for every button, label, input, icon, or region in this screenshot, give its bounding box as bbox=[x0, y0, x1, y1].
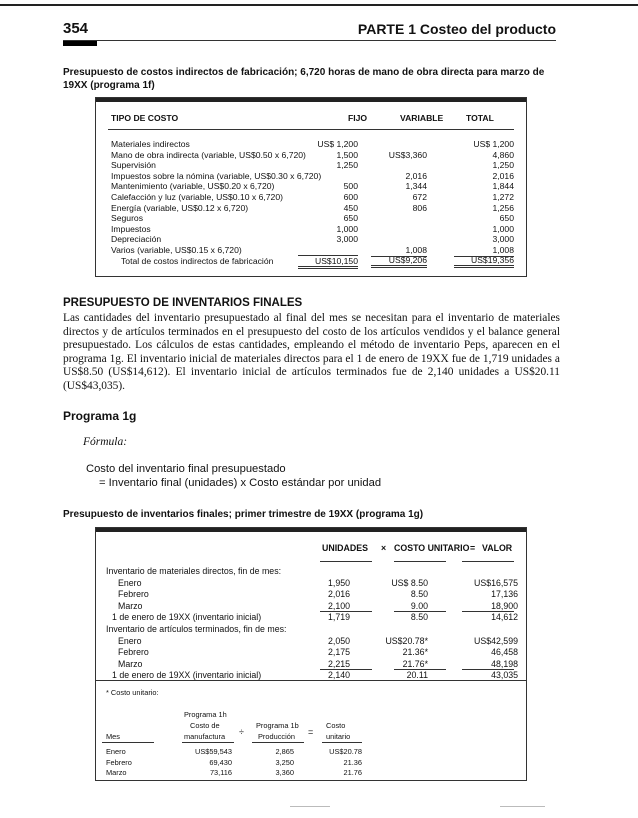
inventory-value: 17,136 bbox=[491, 589, 518, 600]
sub-underline bbox=[102, 742, 154, 743]
total-value: 650 bbox=[499, 213, 514, 224]
scan-artifact bbox=[290, 806, 330, 807]
sub-month: Enero bbox=[106, 747, 126, 756]
units-value: 2,016 bbox=[327, 589, 350, 600]
units-value: 1,719 bbox=[327, 612, 350, 623]
equals-operator: = bbox=[308, 727, 314, 737]
col-cost-line2: manufactura bbox=[184, 732, 226, 741]
total-value: 1,000 bbox=[492, 223, 514, 234]
inventory-value: US$16,575 bbox=[473, 577, 518, 588]
overhead-budget-table bbox=[95, 97, 527, 277]
program-1h-label: Programa 1h bbox=[184, 710, 227, 719]
subtotal-underline bbox=[320, 669, 372, 670]
sub-manufacturing-cost: 69,430 bbox=[209, 757, 232, 767]
overhead-budget-title: Presupuesto de costos indirectos de fabricación; 6,720 horas de mano de obra directa para marzo de 19XX (programa 1f) bbox=[63, 67, 545, 91]
sub-underline bbox=[182, 742, 234, 743]
subtotal-underline bbox=[462, 611, 514, 612]
col-header-cost-type: TIPO DE COSTO bbox=[111, 113, 179, 123]
inventory-value: 18,900 bbox=[491, 600, 518, 611]
finished-group-label: Inventario de artículos terminados, fin de mes: bbox=[106, 624, 287, 634]
total-value: 1,008 bbox=[454, 245, 514, 257]
fixed-value: US$ 1,200 bbox=[317, 139, 358, 149]
table-top-bar bbox=[96, 98, 526, 102]
fixed-value: 650 bbox=[343, 213, 358, 224]
col-header-total: TOTAL bbox=[466, 113, 494, 123]
inventory-row-label: Marzo bbox=[118, 658, 143, 669]
table-header-row bbox=[96, 113, 526, 124]
cost-type-label: Mantenimiento (variable, US$0.20 x 6,720) bbox=[111, 181, 275, 192]
sub-underline bbox=[252, 742, 304, 743]
units-underline bbox=[320, 561, 372, 562]
unit-cost-value: 9.00 bbox=[410, 600, 428, 611]
running-header-title: PARTE 1 Costeo del producto bbox=[357, 21, 556, 37]
units-value: 2,215 bbox=[327, 658, 350, 669]
inventory-value: 43,035 bbox=[491, 670, 518, 681]
total-value: 1,250 bbox=[492, 160, 514, 171]
scan-artifact bbox=[500, 806, 545, 807]
inventory-row-label: 1 de enero de 19XX (inventario inicial) bbox=[112, 670, 262, 681]
col-prod-line1: Programa 1b bbox=[256, 721, 299, 730]
footnote-label: * Costo unitario: bbox=[106, 688, 159, 697]
inventory-row-label: Febrero bbox=[118, 589, 149, 600]
cost-type-label: Depreciación bbox=[111, 234, 162, 245]
ending-inventory-table bbox=[95, 527, 527, 781]
inventory-row-label: Marzo bbox=[118, 600, 143, 611]
cost-type-label: Energía (variable, US$0.12 x 6,720) bbox=[111, 202, 249, 213]
variable-value: 2,016 bbox=[405, 170, 427, 181]
total-fixed: US$10,150 bbox=[298, 255, 358, 270]
cost-type-label: Seguros bbox=[111, 213, 144, 224]
fixed-value: 1,250 bbox=[336, 160, 358, 171]
inventory-row-label: Febrero bbox=[118, 647, 149, 658]
col-header-unit-cost: COSTO UNITARIO bbox=[394, 543, 470, 553]
total-value: US$ 1,200 bbox=[473, 139, 514, 149]
unit-cost-value: 8.50 bbox=[410, 612, 428, 623]
fixed-value: 450 bbox=[343, 202, 358, 213]
sub-month: Marzo bbox=[106, 768, 127, 777]
col-header-value: VALOR bbox=[482, 543, 513, 553]
sub-production: 2,865 bbox=[275, 747, 294, 756]
page-number: 354 bbox=[63, 20, 89, 37]
fixed-value: 1,500 bbox=[336, 149, 358, 160]
divide-operator: ÷ bbox=[239, 727, 244, 737]
inventory-row-label: 1 de enero de 19XX (inventario inicial) bbox=[112, 612, 262, 623]
inventory-value: 14,612 bbox=[491, 612, 518, 623]
total-value: 4,860 bbox=[492, 149, 514, 160]
total-row-label: Total de costos indirectos de fabricación bbox=[121, 255, 274, 266]
sub-manufacturing-cost: 73,116 bbox=[209, 768, 232, 777]
variable-value: 672 bbox=[412, 192, 427, 202]
total-variable: US$9,206 bbox=[371, 255, 427, 269]
total-value: 1,256 bbox=[492, 202, 514, 213]
units-value: 2,100 bbox=[327, 600, 350, 611]
body-paragraph: Las cantidades del inventario presupuestado al final del mes se necesitan para el inventario de materiales directos y de artículos terminados en el presupuesto del costo de los artículos vendidos y el balance general presupuestado. Los cálculos de estas cantidades, empleando el método de inventario Peps, aparecen en el programa 1g. El inventario inicial de materiales directos para el 1 de enero de 19XX fue de 1,719 unidades a US$8.50 (US$14,612). El inventario inicial de artículos terminados fue de 2,140 unidades a US$20.11 (US$43,035). bbox=[63, 312, 560, 392]
sub-underline bbox=[322, 742, 362, 743]
cost-type-label: Impuestos sobre la nómina (variable, US$0.30 x 6,720) bbox=[111, 170, 322, 181]
cost-type-label: Materiales indirectos bbox=[111, 139, 190, 149]
top-border-line bbox=[0, 4, 638, 6]
unit-cost-value: US$20.78* bbox=[385, 635, 428, 646]
col-unit-line1: Costo bbox=[326, 721, 346, 730]
sub-manufacturing-cost: US$59,543 bbox=[195, 747, 232, 756]
total-value: 1,844 bbox=[492, 181, 514, 192]
subtotal-underline bbox=[394, 669, 446, 670]
sub-unit-cost: US$20.78 bbox=[329, 747, 362, 756]
col-cost-line1: Costo de bbox=[190, 721, 220, 730]
col-unit-line2: unitario bbox=[326, 732, 351, 741]
unit-cost-underline bbox=[394, 561, 446, 562]
cost-type-label: Calefacción y luz (variable, US$0.10 x 6,720) bbox=[111, 192, 283, 202]
cost-type-label: Mano de obra indirecta (variable, US$0.50 x 6,720) bbox=[111, 149, 306, 160]
header-rule bbox=[63, 40, 556, 41]
sub-unit-cost: 21.36 bbox=[343, 757, 362, 767]
unit-cost-value: US$ 8.50 bbox=[391, 577, 428, 588]
variable-value: 806 bbox=[412, 202, 427, 213]
table-top-bar bbox=[96, 528, 526, 532]
col-header-variable: VARIABLE bbox=[400, 113, 444, 123]
inventory-row-label: Enero bbox=[118, 577, 142, 588]
total-total: US$19,356 bbox=[454, 255, 514, 269]
variable-value: US$3,360 bbox=[388, 149, 427, 160]
formula-line-2: = Inventario final (unidades) x Costo estándar por unidad bbox=[99, 477, 382, 489]
sub-production: 3,250 bbox=[275, 757, 294, 767]
col-prod-line2: Producción bbox=[258, 732, 295, 741]
variable-value: 1,344 bbox=[405, 181, 427, 192]
section-heading: PRESUPUESTO DE INVENTARIOS FINALES bbox=[63, 297, 303, 309]
cost-type-label: Supervisión bbox=[111, 160, 156, 171]
units-value: 2,175 bbox=[327, 647, 350, 658]
materials-group-label: Inventario de materiales directos, fin de mes: bbox=[106, 566, 282, 576]
units-value: 2,050 bbox=[327, 635, 350, 646]
sub-month: Febrero bbox=[106, 757, 132, 767]
subtotal-underline bbox=[320, 611, 372, 612]
variable-value: 1,008 bbox=[371, 245, 427, 257]
col-month: Mes bbox=[106, 732, 120, 741]
inventory-value: US$42,599 bbox=[473, 635, 518, 646]
formula-label: Fórmula: bbox=[83, 436, 128, 448]
fixed-value: 1,000 bbox=[336, 223, 358, 234]
header-marker-bar bbox=[63, 41, 97, 46]
total-value: 3,000 bbox=[492, 234, 514, 245]
fixed-value: 3,000 bbox=[336, 234, 358, 245]
cost-type-label: Impuestos bbox=[111, 223, 151, 234]
col-header-fixed: FIJO bbox=[348, 113, 368, 123]
unit-cost-value: 21.76* bbox=[402, 658, 428, 669]
equals-operator: = bbox=[470, 543, 476, 553]
unit-cost-value: 21.36* bbox=[402, 647, 428, 658]
inventory-row-label: Enero bbox=[118, 635, 142, 646]
formula-line-1: Costo del inventario final presupuestado bbox=[86, 463, 286, 475]
unit-cost-value: 20.11 bbox=[406, 670, 428, 681]
units-value: 1,950 bbox=[327, 577, 350, 588]
sub-unit-cost: 21.76 bbox=[343, 768, 362, 777]
fixed-value: 500 bbox=[343, 181, 358, 192]
inventory-value: 48,198 bbox=[491, 658, 518, 669]
ending-inventory-title: Presupuesto de inventarios finales; primer trimestre de 19XX (programa 1g) bbox=[63, 509, 424, 520]
header-underline bbox=[108, 129, 514, 130]
inventory-value: 46,458 bbox=[491, 647, 518, 658]
col-header-units: UNIDADES bbox=[322, 543, 368, 553]
total-value: 2,016 bbox=[492, 170, 514, 181]
times-operator: × bbox=[381, 543, 387, 553]
value-underline bbox=[462, 561, 514, 562]
fixed-value: 600 bbox=[343, 192, 358, 202]
total-value: 1,272 bbox=[492, 192, 514, 202]
program-heading: Programa 1g bbox=[63, 409, 137, 423]
unit-cost-value: 8.50 bbox=[410, 589, 428, 600]
sub-production: 3,360 bbox=[275, 768, 294, 777]
footnote-divider bbox=[96, 680, 526, 681]
units-value: 2,140 bbox=[327, 670, 350, 681]
subtotal-underline bbox=[462, 669, 514, 670]
subtotal-underline bbox=[394, 611, 446, 612]
cost-type-label: Varios (variable, US$0.15 x 6,720) bbox=[111, 245, 242, 255]
